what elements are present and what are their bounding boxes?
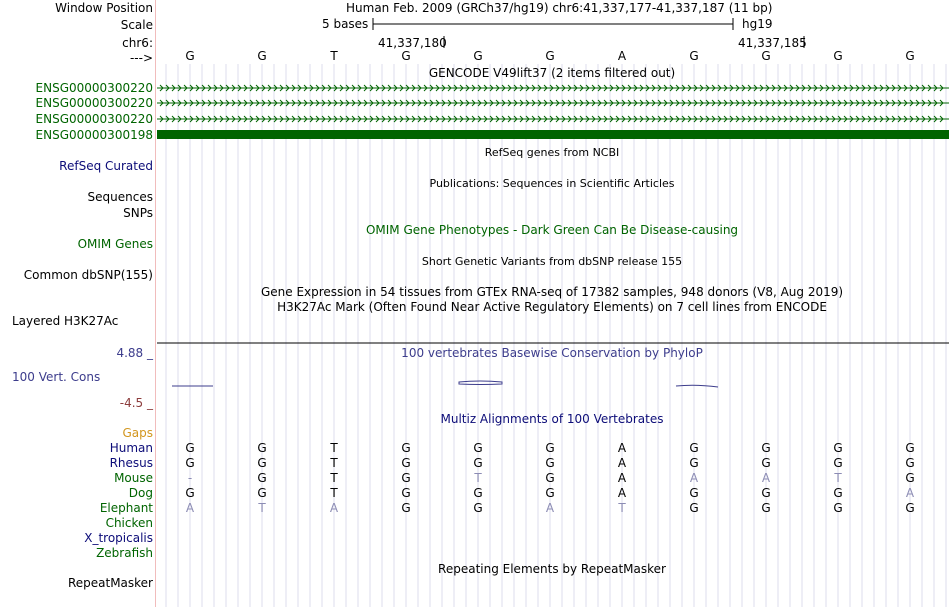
alignment-base: G: [761, 486, 771, 500]
alignment-base: G: [905, 456, 915, 470]
alignment-base: G: [689, 486, 699, 500]
alignment-base: G: [473, 441, 483, 455]
alignment-base: A: [617, 486, 627, 500]
h3k27ac-track-title: H3K27Ac Mark (Often Found Near Active Regulatory Elements) on 7 cell lines from ENCODE: [277, 300, 827, 314]
alignment-base: T: [474, 471, 482, 485]
alignment-base: T: [330, 441, 338, 455]
alignment-base: T: [330, 456, 338, 470]
alignment-base: G: [689, 441, 699, 455]
alignment-base: G: [185, 456, 195, 470]
alignment-base: T: [330, 486, 338, 500]
strand-label: --->: [129, 51, 153, 65]
coordinate-label-left: 41,337,180: [378, 36, 447, 50]
refseq-track-title: RefSeq genes from NCBI: [484, 146, 620, 159]
alignment-base: G: [401, 471, 411, 485]
gene-strand-arrows: [160, 100, 943, 106]
alignment-base: G: [833, 456, 843, 470]
alignment-base: G: [761, 501, 771, 515]
reference-base: G: [257, 49, 267, 63]
conservation-track-title: 100 vertebrates Basewise Conservation by PhyloP: [401, 346, 703, 360]
alignment-base: G: [401, 441, 411, 455]
alignment-base: G: [689, 501, 699, 515]
species-label[interactable]: Chicken: [105, 516, 153, 530]
label-separator: [155, 0, 156, 607]
gencode-track-title: GENCODE V49lift37 (2 items filtered out): [428, 66, 676, 80]
alignment-base: -: [187, 471, 193, 485]
reference-base: G: [761, 49, 771, 63]
multiz-track-title: Multiz Alignments of 100 Vertebrates: [440, 412, 664, 426]
publications-track-title: Publications: Sequences in Scientific Articles: [429, 177, 675, 190]
alignment-base: A: [761, 471, 771, 485]
alignment-base: G: [833, 441, 843, 455]
alignment-base: G: [257, 471, 267, 485]
gtex-track-title: Gene Expression in 54 tissues from GTEx RNA-seq of 17382 samples, 948 donors (V8, Aug 2019): [260, 285, 844, 299]
alignment-base: A: [617, 471, 627, 485]
window-position-label: Window Position: [55, 1, 153, 15]
alignment-base: G: [401, 501, 411, 515]
alignment-base: A: [617, 456, 627, 470]
alignment-base: G: [401, 456, 411, 470]
reference-base: G: [833, 49, 843, 63]
alignment-base: A: [617, 441, 627, 455]
species-label[interactable]: Rhesus: [109, 456, 153, 470]
alignment-base: A: [545, 501, 555, 515]
gencode-row-label[interactable]: ENSG00000300198: [35, 128, 153, 142]
alignment-base: T: [618, 501, 626, 515]
alignment-base: G: [257, 441, 267, 455]
snps-label[interactable]: SNPs: [123, 206, 153, 220]
alignment-base: T: [834, 471, 842, 485]
reference-base: T: [330, 49, 338, 63]
alignment-base: T: [258, 501, 266, 515]
sequences-label[interactable]: Sequences: [87, 190, 153, 204]
species-label[interactable]: Mouse: [114, 471, 153, 485]
alignment-base: G: [833, 501, 843, 515]
scale-bar-label: 5 bases: [322, 17, 369, 31]
reference-base: G: [473, 49, 483, 63]
scale-label: Scale: [120, 18, 153, 32]
reference-base: G: [185, 49, 195, 63]
alignment-base: G: [761, 456, 771, 470]
conservation-bar: [676, 385, 718, 387]
reference-base: G: [545, 49, 555, 63]
alignment-base: G: [545, 456, 555, 470]
refseq-label[interactable]: RefSeq Curated: [59, 159, 153, 173]
alignment-base: G: [689, 456, 699, 470]
reference-base: G: [689, 49, 699, 63]
alignment-base: G: [473, 501, 483, 515]
gencode-row-label[interactable]: ENSG00000300220: [35, 112, 153, 126]
gencode-row-label[interactable]: ENSG00000300220: [35, 81, 153, 95]
species-label[interactable]: Elephant: [99, 501, 153, 515]
gene-exon-block: [157, 130, 949, 139]
alignment-base: G: [473, 456, 483, 470]
repeatmasker-label[interactable]: RepeatMasker: [67, 576, 153, 590]
track-labels: [0, 0, 155, 607]
species-label[interactable]: X_tropicalis: [84, 531, 153, 545]
alignment-base: G: [185, 441, 195, 455]
conservation-max-label: 4.88 _: [116, 346, 153, 360]
alignment-base: G: [833, 486, 843, 500]
gene-strand-arrows: [160, 116, 943, 122]
alignment-base: G: [905, 441, 915, 455]
species-label[interactable]: Dog: [128, 486, 153, 500]
gene-strand-arrows: [160, 85, 943, 91]
alignment-base: G: [761, 441, 771, 455]
assembly-label: hg19: [742, 17, 773, 31]
reference-base: G: [401, 49, 411, 63]
alignment-base: G: [545, 486, 555, 500]
omim-track-title: OMIM Gene Phenotypes - Dark Green Can Be Disease-causing: [365, 223, 739, 237]
alignment-base: G: [545, 441, 555, 455]
reference-base: A: [617, 49, 627, 63]
coordinate-label-right: 41,337,185: [738, 36, 807, 50]
alignment-base: G: [545, 471, 555, 485]
alignment-base: G: [257, 456, 267, 470]
h3k27ac-label[interactable]: Layered H3K27Ac: [12, 314, 119, 328]
alignment-base: G: [401, 486, 411, 500]
omim-label[interactable]: OMIM Genes: [77, 237, 153, 251]
alignment-base: G: [905, 471, 915, 485]
alignment-base: G: [257, 486, 267, 500]
alignment-base: A: [185, 501, 195, 515]
species-label[interactable]: Zebrafish: [96, 546, 153, 560]
alignment-base: G: [905, 501, 915, 515]
dbsnp-label[interactable]: Common dbSNP(155): [23, 268, 153, 282]
alignment-base: A: [329, 501, 339, 515]
dbsnp-track-title: Short Genetic Variants from dbSNP release 155: [421, 255, 683, 268]
repeatmasker-track-title: Repeating Elements by RepeatMasker: [438, 562, 666, 576]
conservation-label[interactable]: 100 Vert. Cons: [12, 370, 101, 384]
conservation-min-label: -4.5 _: [119, 396, 153, 410]
alignment-base: T: [330, 471, 338, 485]
position-header: Human Feb. 2009 (GRCh37/hg19) chr6:41,337,177-41,337,187 (11 bp): [346, 1, 773, 15]
chrom-label: chr6:: [122, 36, 153, 50]
alignment-base: G: [185, 486, 195, 500]
reference-base: G: [905, 49, 915, 63]
gaps-label[interactable]: Gaps: [122, 426, 153, 440]
species-label[interactable]: Human: [109, 441, 153, 455]
alignment-base: A: [905, 486, 915, 500]
conservation-bar: [459, 381, 502, 385]
gencode-row-label[interactable]: ENSG00000300220: [35, 96, 153, 110]
alignment-base: G: [473, 486, 483, 500]
alignment-base: A: [689, 471, 699, 485]
